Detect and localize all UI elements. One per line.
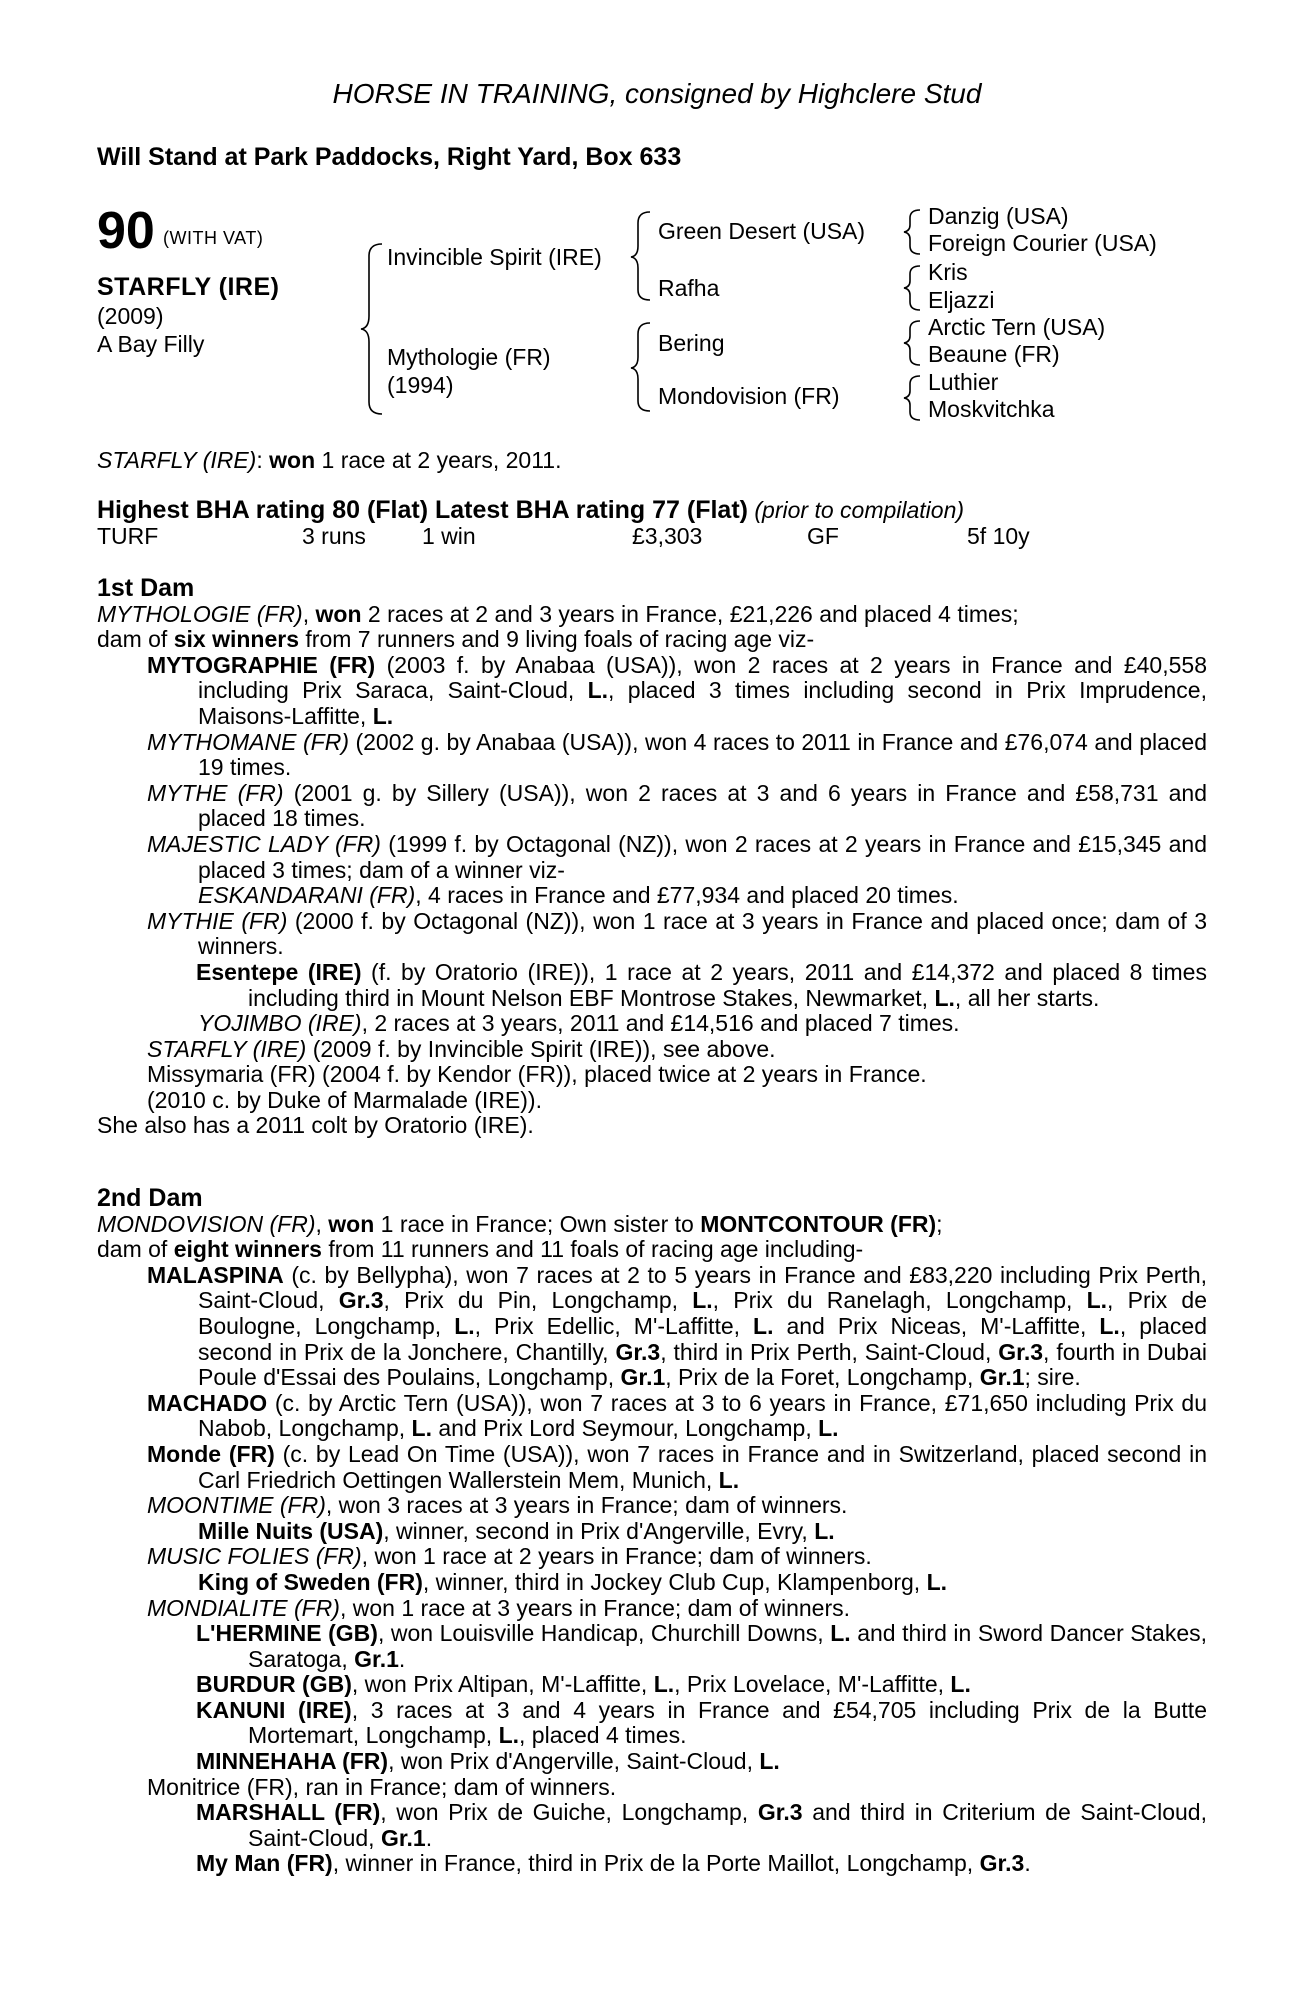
race-class: L. [587, 677, 609, 704]
produce-text: and Prix Lord Seymour, Longchamp, [432, 1415, 819, 1442]
pedigree-brackets [0, 0, 1314, 440]
produce-entry: Missymaria (FR) (2004 f. by Kendor (FR)), placed twice at 2 years in France. [147, 1061, 927, 1088]
race-class: L. [372, 702, 394, 729]
produce-name: MYTHE (FR) [147, 779, 284, 806]
first-dam-closing: She also has a 2011 colt by Oratorio (IRE). [97, 1112, 534, 1139]
produce-entry [97, 730, 1207, 781]
produce-text: (2002 g. by Anabaa (USA)), won 4 races to 2011 in France and £76,074 and placed 19 times. [198, 728, 1207, 781]
produce-text: , Prix de Boulogne, Longchamp, [198, 1287, 1207, 1339]
produce-entry [97, 1442, 1207, 1493]
produce-name: STARFLY (IRE) [147, 1035, 307, 1062]
race-class: L. [814, 1517, 835, 1544]
produce-text: , Prix Edellic, M'-Laffitte, [474, 1312, 754, 1339]
race-class: Gr.3 [615, 1338, 661, 1365]
produce-text: , Prix du Pin, Longchamp, [383, 1287, 693, 1314]
first-dam-produce-c: from 7 runners and 9 living foals of racing age viz- [299, 626, 815, 653]
produce-text: , winner, second in Prix d'Angerville, Evry, [383, 1517, 815, 1544]
second-dam-produce-a: dam of [97, 1236, 174, 1263]
race-class: Gr.1 [380, 1824, 426, 1851]
produce-text: , won Prix Altipan, M'-Laffitte, [351, 1671, 654, 1698]
summary-name: STARFLY (IRE) [97, 447, 257, 473]
lot-number: 90 [97, 202, 155, 260]
race-class: L. [934, 984, 955, 1011]
produce-text: , winner in France, third in Prix de la Porte Maillot, Longchamp, [332, 1850, 980, 1877]
rating-wins: 1 win [422, 522, 476, 549]
grandsire-3: Kris [928, 259, 968, 285]
race-class: L. [718, 1466, 740, 1493]
vat-note: (WITH VAT) [163, 228, 264, 248]
rating-record-row [97, 524, 1207, 550]
race-class: L. [1099, 1312, 1120, 1339]
produce-name: My Man (FR) [196, 1850, 333, 1877]
summary-rest: 1 race at 2 years, 2011. [315, 447, 562, 473]
produce-name: MARSHALL (FR) [196, 1799, 381, 1826]
produce-sub-entry [97, 1698, 1207, 1749]
produce-entry [97, 909, 1207, 960]
produce-text: , won Prix de Guiche, Longchamp, [380, 1799, 758, 1826]
produce-entry [97, 781, 1207, 832]
horse-description: A Bay Filly [97, 331, 205, 357]
sire-sire: Green Desert (USA) [658, 218, 866, 244]
produce-name: MYTOGRAPHIE (FR) [147, 651, 376, 678]
produce-text: ; sire. [1024, 1364, 1081, 1391]
race-class: L. [759, 1748, 780, 1775]
produce-entry [97, 1596, 1207, 1622]
race-class: Gr.1 [979, 1364, 1025, 1391]
grandsire-7: Luthier [928, 369, 999, 395]
produce-text: (2001 g. by Sillery (USA)), won 2 races at 3 and 6 years in France and £58,731 and placed 18 times. [198, 779, 1207, 832]
produce-text: , 2 races at 3 years, 2011 and £14,516 and placed 7 times. [361, 1010, 960, 1037]
race-summary: STARFLY (IRE): won 1 race at 2 years, 2011. [97, 447, 562, 473]
produce-sub-entry [97, 1672, 1207, 1698]
sire-dam: Rafha [658, 275, 720, 301]
produce-entry [97, 1037, 1207, 1063]
produce-sub-entry [97, 1800, 1207, 1851]
produce-text: (c. by Bellypha), won 7 races at 2 to 5 years in France and £83,220 including Prix Perth, Saint-Cloud, [198, 1261, 1207, 1314]
second-dam-won: won [328, 1210, 375, 1237]
produce-text: , won 1 race at 3 years in France; dam of winners. [339, 1594, 851, 1621]
rating-runs: 3 runs [302, 522, 366, 549]
produce-text: . [425, 1824, 433, 1851]
produce-text: , Prix de la Foret, Longchamp, [665, 1364, 980, 1391]
produce-text: , won 3 races at 3 years in France; dam of winners. [325, 1492, 848, 1519]
summary-won: won [269, 447, 316, 473]
produce-text: , all her starts. [954, 984, 1100, 1011]
first-dam-section: 1st Dam MYTHOLOGIE (FR), won 2 races at 2 and 3 years in France, £21,226 and placed 4 times; dam of six winners from 7 runners and 9 living foals of racing age viz- MYTOGRAPHIE (FR) (2003 f. by Anabaa (USA)), won 2 races at 2 years in France and £40,558 including Prix Saraca, Saint-Cloud, L., placed 3 times including second in Prix Imprudence, Maisons-Laffitte, L. MYTHOMANE (FR) (2002 g. by Anabaa (USA)), won 4 races to 2011 in France and £76,074 and placed 19 times. MYTHE (FR) (2001 g. by Sillery (USA)), won 2 races at 3 and 6 years in France and £58,731 and placed 18 times. MAJESTIC LADY (FR) (1999 f. by Octagonal (NZ)), won 2 races at 2 years in France and £15,345 and placed 3 times; dam of a winner viz- ESKANDARANI (FR), 4 races in France and £77,934 and placed 20 times. MYTHIE (FR) (2000 f. by Octagonal (NZ)), won 1 race at 3 years in France and placed once; dam of 3 winners. Esentepe (IRE) (f. by Oratorio (IRE)), 1 race at 2 years, 2011 and £14,372 and placed 8 times including third in Mount Nelson EBF Montrose Stakes, Newmarket, L., all her starts. YOJIMBO (IRE), 2 races at 3 years, 2011 and £14,516 and placed 7 times. STARFLY (IRE) (2009 f. by Invincible Spirit (IRE)), see above. Missymaria (FR) (2004 f. by Kendor (FR)), placed twice at 2 years in France. (2010 c. by Duke of Marmalade (IRE)). She also has a 2011 colt by Oratorio (IRE). [97, 574, 1208, 1139]
produce-name: KANUNI (IRE) [196, 1696, 352, 1723]
produce-text: , 3 races at 3 and 4 years in France and £54,705 including Prix de la Butte Mortemart, Longchamp, [248, 1696, 1207, 1749]
second-dam-record: 1 race in France; Own sister to [374, 1210, 701, 1237]
produce-name: MOONTIME (FR) [147, 1492, 326, 1519]
produce-sub-entry [97, 883, 1207, 909]
race-class: L. [950, 1671, 971, 1698]
produce-name: MONDIALITE (FR) [147, 1594, 340, 1621]
race-class: L. [692, 1287, 713, 1314]
race-class: L. [653, 1671, 675, 1698]
produce-name: Mille Nuits (USA) [198, 1517, 384, 1544]
produce-name: Monde (FR) [147, 1440, 275, 1467]
race-class: L. [1086, 1287, 1108, 1314]
grandsire-6: Beaune (FR) [928, 341, 1060, 367]
first-dam-heading: 1st Dam [97, 574, 195, 602]
produce-text: and Prix Niceas, M'-Laffitte, [773, 1312, 1100, 1339]
produce-name: MINNEHAHA (FR) [196, 1748, 389, 1775]
produce-text: (2003 f. by Anabaa (USA)), won 2 races at 2 years in France and £40,558 including Prix Saraca, Saint-Cloud, [198, 651, 1207, 704]
box-location: Will Stand at Park Paddocks, Right Yard, Box 633 [97, 143, 682, 171]
horse-year: (2009) [97, 303, 164, 329]
first-dam-won: won [315, 600, 362, 627]
produce-name: L'HERMINE (GB) [196, 1620, 378, 1647]
produce-text: (c. by Arctic Tern (USA)), won 7 races at 3 to 6 years in France, £71,650 including Prix du Nabob, Longchamp, [198, 1389, 1207, 1442]
race-class: Gr.3 [998, 1338, 1044, 1365]
rating-surface: TURF [97, 522, 159, 549]
race-class: Gr.3 [979, 1850, 1025, 1877]
race-class: Gr.1 [620, 1364, 666, 1391]
produce-sub-entry [97, 1570, 1207, 1596]
produce-name: YOJIMBO (IRE) [198, 1010, 362, 1037]
race-class: L. [753, 1312, 774, 1339]
produce-entry: (2010 c. by Duke of Marmalade (IRE)). [147, 1086, 542, 1113]
produce-text: (1999 f. by Octagonal (NZ)), won 2 races at 2 years in France and £15,345 and placed 3 times; dam of a winner viz- [198, 830, 1208, 883]
produce-name: MACHADO [147, 1389, 268, 1416]
produce-text: . [398, 1645, 406, 1672]
produce-text: , Prix du Ranelagh, Longchamp, [712, 1287, 1087, 1314]
race-class: Gr.3 [338, 1287, 384, 1314]
produce-entry [97, 1493, 1207, 1519]
race-class: L. [830, 1620, 851, 1647]
produce-text: , Prix Lovelace, M'-Laffitte, [674, 1671, 951, 1698]
dam-dam: Mondovision (FR) [658, 383, 840, 409]
produce-text: , won Louisville Handicap, Churchill Downs, [377, 1620, 831, 1647]
second-dam-record: ; [936, 1210, 943, 1237]
race-class: L. [454, 1312, 475, 1339]
produce-sub-entry [97, 1851, 1207, 1877]
produce-name: MUSIC FOLIES (FR) [147, 1543, 362, 1570]
produce-sub-entry [97, 1749, 1207, 1775]
produce-entry [97, 1391, 1207, 1442]
produce-name: MALASPINA [147, 1261, 284, 1288]
grandsire-1: Danzig (USA) [928, 203, 1069, 229]
produce-name: MAJESTIC LADY (FR) [147, 830, 381, 857]
produce-text: , third in Prix Perth, Saint-Cloud, [660, 1338, 999, 1365]
race-class: L. [498, 1722, 520, 1749]
produce-sub-entry [97, 1011, 1207, 1037]
produce-text: and third in Sword Dancer Stakes, Saratoga, [248, 1620, 1207, 1672]
produce-text: , won 1 race at 2 years in France; dam of winners. [361, 1543, 872, 1570]
horse-name: STARFLY (IRE) [97, 273, 280, 301]
produce-entry [97, 832, 1207, 883]
race-class: L. [818, 1415, 839, 1442]
produce-name: King of Sweden (FR) [198, 1568, 423, 1595]
produce-entry [97, 653, 1207, 730]
produce-text: and third in Criterium de Saint-Cloud, Saint-Cloud, [248, 1799, 1207, 1851]
grandsire-2: Foreign Courier (USA) [928, 230, 1157, 256]
produce-text: (c. by Lead On Time (USA)), won 7 races in France and in Switzerland, placed second in Carl Friedrich Oettingen Wallerstein Mem, Munich, [198, 1440, 1207, 1493]
first-dam-record: 2 races at 2 and 3 years in France, £21,226 and placed 4 times; [361, 600, 1019, 627]
produce-text: , won Prix d'Angerville, Saint-Cloud, [388, 1748, 760, 1775]
sire: Invincible Spirit (IRE) [387, 244, 602, 270]
second-dam-heading: 2nd Dam [97, 1184, 203, 1212]
produce-text: . [1024, 1850, 1031, 1877]
produce-entry [97, 1263, 1207, 1391]
first-dam-winners: six winners [173, 626, 299, 653]
produce-name: MYTHOMANE (FR) [147, 728, 349, 755]
grandsire-4: Eljazzi [928, 287, 995, 313]
produce-text: (2009 f. by Invincible Spirit (IRE)), see above. [306, 1035, 776, 1062]
produce-text: , placed second in Prix de la Jonchere, Chantilly, [198, 1312, 1207, 1365]
produce-text: , fourth in Dubai Poule d'Essai des Poulains, Longchamp, [198, 1338, 1207, 1391]
produce-sub-entry [97, 1519, 1207, 1545]
page-header: HORSE IN TRAINING, consigned by Highclere Stud [332, 78, 982, 109]
race-class: L. [411, 1415, 432, 1442]
produce-name: ESKANDARANI (FR) [198, 882, 416, 909]
race-class: Gr.3 [757, 1799, 803, 1826]
produce-sub-entry [97, 960, 1207, 1011]
second-dam-section: 2nd Dam MONDOVISION (FR), won 1 race in France; Own sister to MONTCONTOUR (FR); dam of eight winners from 11 runners and 11 foals of racing age including- MALASPINA (c. by Bellypha), won 7 races at 2 to 5 years in France and £83,220 including Prix Perth, Saint-Cloud, Gr.3, Prix du Pin, Longchamp, L., Prix du Ranelagh, Longchamp, L., Prix de Boulogne, Longchamp, L., Prix Edellic, M'-Laffitte, L. and Prix Niceas, M'-Laffitte, L., placed second in Prix de la Jonchere, Chantilly, Gr.3, third in Prix Perth, Saint-Cloud, Gr.3, fourth in Dubai Poule d'Essai des Poulains, Longchamp, Gr.1, Prix de la Foret, Longchamp, Gr.1; sire. MACHADO (c. by Arctic Tern (USA)), won 7 races at 3 to 6 years in France, £71,650 including Prix du Nabob, Longchamp, L. and Prix Lord Seymour, Longchamp, L. Monde (FR) (c. by Lead On Time (USA)), won 7 races in France and in Switzerland, placed second in Carl Friedrich Oettingen Wallerstein Mem, Munich, L. MOONTIME (FR), won 3 races at 3 years in France; dam of winners. Mille Nuits (USA), winner, second in Prix d'Angerville, Evry, L. MUSIC FOLIES (FR), won 1 race at 2 years in France; dam of winners. King of Sweden (FR), winner, third in Jockey Club Cup, Klampenborg, L. MONDIALITE (FR), won 1 race at 3 years in France; dam of winners. L'HERMINE (GB), won Louisville Handicap, Churchill Downs, L. and third in Sword Dancer Stakes, Saratoga, Gr.1. BURDUR (GB), won Prix Altipan, M'-Laffitte, L., Prix Lovelace, M'-Laffitte, L. KANUNI (IRE), 3 races at 3 and 4 years in France and £54,705 including Prix de la Butte Mortemart, Longchamp, L., placed 4 times. MINNEHAHA (FR), won Prix d'Angerville, Saint-Cloud, L. Monitrice (FR), ran in France; dam of winners. MARSHALL (FR), won Prix de Guiche, Longchamp, Gr.3 and third in Criterium de Saint-Cloud, Saint-Cloud, Gr.1. My Man (FR), winner in France, third in Prix de la Porte Maillot, Longchamp, Gr.3. [97, 1184, 1207, 1877]
dam-year: (1994) [387, 372, 454, 398]
dam: Mythologie (FR) [387, 344, 551, 370]
produce-sub-entry [97, 1621, 1207, 1672]
grandsire-8: Moskvitchka [928, 396, 1055, 422]
race-class: L. [926, 1568, 948, 1595]
produce-entry: Monitrice (FR), ran in France; dam of winners. [147, 1773, 617, 1800]
grandsire-5: Arctic Tern (USA) [928, 314, 1106, 340]
produce-text: , placed 3 times including second in Prix Imprudence, Maisons-Laffitte, [198, 677, 1207, 729]
produce-text: , winner, third in Jockey Club Cup, Klampenborg, [422, 1568, 927, 1595]
dam-sire: Bering [658, 330, 725, 356]
produce-entry [97, 1544, 1207, 1570]
rating-note: (prior to compilation) [754, 497, 965, 523]
produce-text: (f. by Oratorio (IRE)), 1 race at 2 years, 2011 and £14,372 and placed 8 times including third in Mount Nelson EBF Montrose Stakes, Newmarket, [248, 958, 1207, 1011]
produce-text: (2000 f. by Octagonal (NZ)), won 1 race at 3 years in France and placed once; dam of 3 winners. [198, 907, 1207, 960]
rating-headline: Highest BHA rating 80 (Flat) Latest BHA rating 77 (Flat) [97, 496, 748, 524]
produce-name: BURDUR (GB) [196, 1671, 352, 1698]
rating-going: GF [807, 522, 839, 549]
produce-text: , placed 4 times. [519, 1722, 687, 1749]
rating-distance: 5f 10y [967, 522, 1030, 549]
rating-block [97, 498, 1207, 549]
race-class: Gr.1 [354, 1645, 399, 1672]
second-dam-produce-c: from 11 runners and 11 foals of racing age including- [321, 1236, 864, 1263]
second-dam-winners: eight winners [173, 1236, 322, 1263]
second-dam-name: MONDOVISION (FR) [97, 1210, 316, 1237]
second-dam-sibling: MONTCONTOUR (FR) [700, 1210, 937, 1237]
produce-name: MYTHIE (FR) [147, 907, 288, 934]
first-dam-produce-a: dam of [97, 626, 174, 653]
produce-text: , 4 races in France and £77,934 and placed 20 times. [415, 882, 959, 909]
first-dam-name: MYTHOLOGIE (FR) [97, 600, 303, 627]
rating-prize: £3,303 [632, 522, 703, 549]
produce-name: Esentepe (IRE) [196, 958, 362, 985]
